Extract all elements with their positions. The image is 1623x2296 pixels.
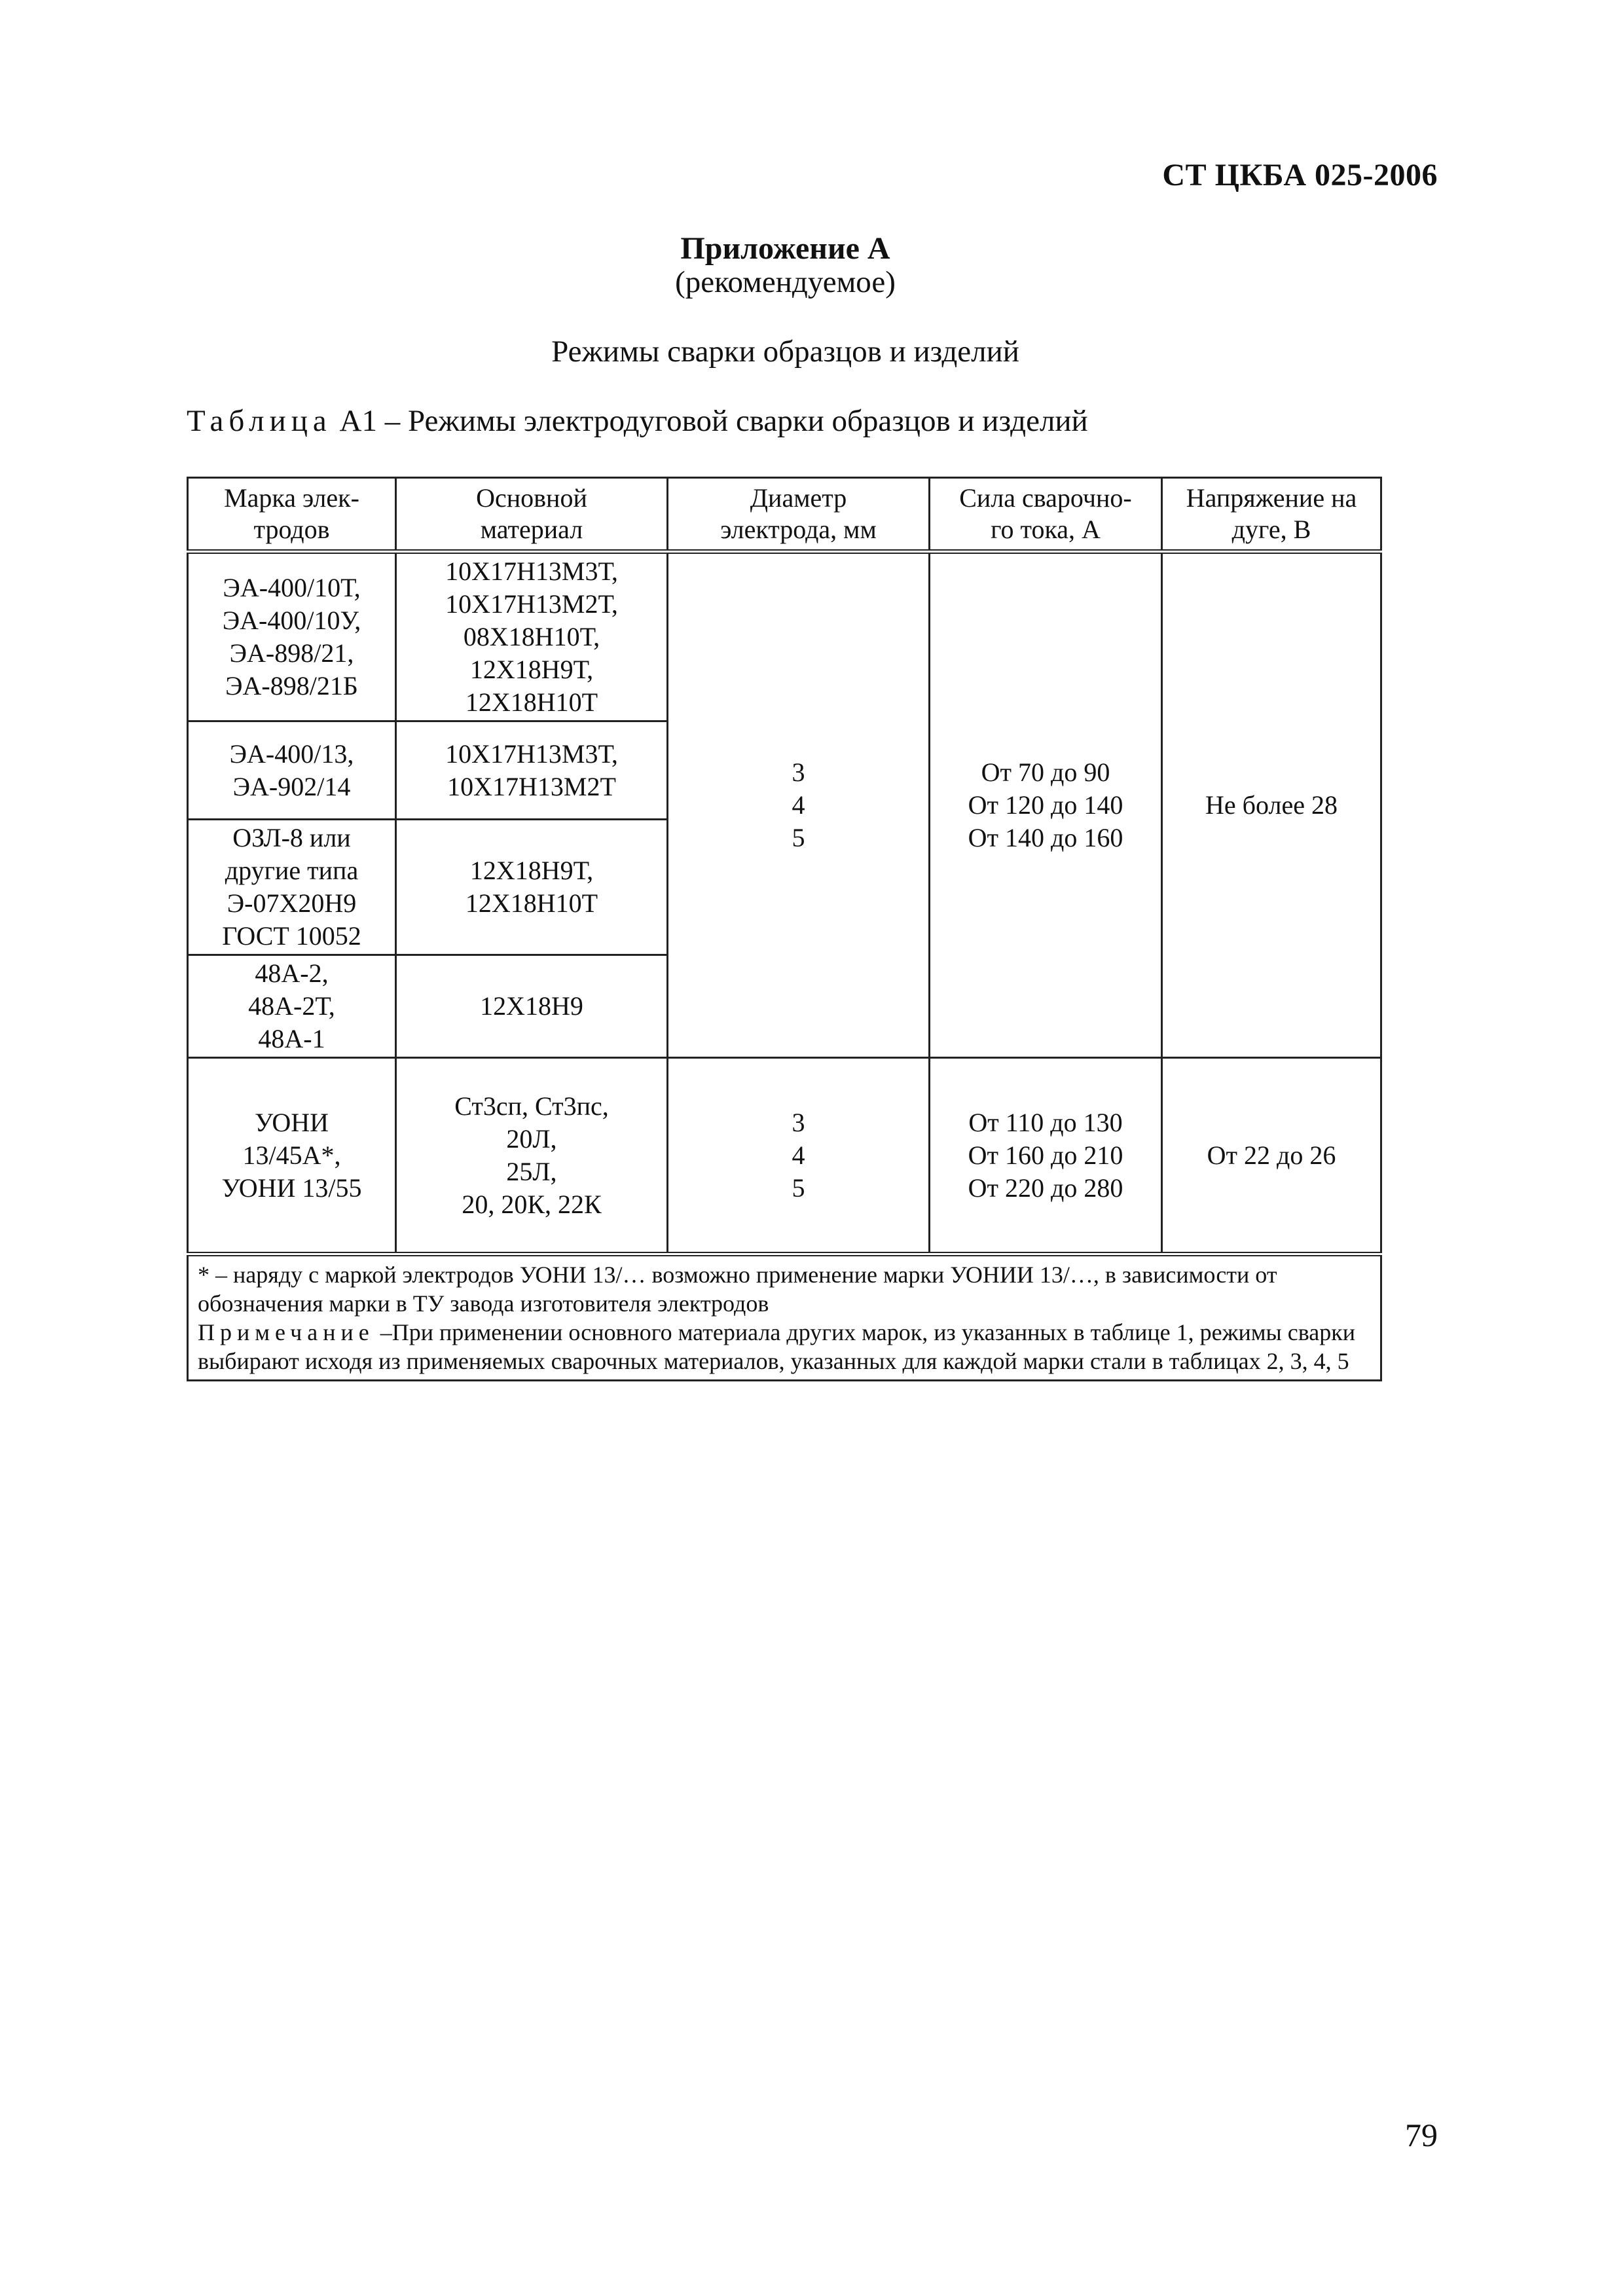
table-note <box>188 1254 1381 1381</box>
section-title: Режимы сварки образцов и изделий <box>551 335 1019 369</box>
brand-cell: ЭА-400/10Т, ЭА-400/10У, ЭА-898/21, ЭА-898/21Б <box>188 552 396 721</box>
diameter-cell: 3 4 5 <box>668 1058 930 1254</box>
appendix-subtitle: (рекомендуемое) <box>675 265 896 299</box>
material-cell: 12Х18Н9Т, 12Х18Н10Т <box>396 820 668 955</box>
table-caption <box>187 403 1088 439</box>
document-code: СТ ЦКБА 025-2006 <box>1162 158 1438 192</box>
current-cell: От 110 до 130 От 160 до 210 От 220 до 280 <box>930 1058 1162 1254</box>
current-cell: От 70 до 90 От 120 до 140 От 140 до 160 <box>930 552 1162 1058</box>
table-row <box>188 552 1381 721</box>
material-cell: 10Х17Н13М3Т, 10Х17Н13М2Т <box>396 721 668 820</box>
material-cell: 12Х18Н9 <box>396 955 668 1058</box>
appendix-title: Приложение А <box>680 231 890 266</box>
brand-cell: ОЗЛ-8 или другие типа Э-07Х20Н9 ГОСТ 10052 <box>188 820 396 955</box>
table-caption-text: А1 – Режимы электродуговой сварки образцов и изделий <box>331 404 1088 438</box>
header-electrode-brand: Марка элек- тродов <box>188 478 396 552</box>
header-electrode-diameter: Диаметр электрода, мм <box>668 478 930 552</box>
table-note-row <box>188 1254 1381 1381</box>
voltage-cell: Не более 28 <box>1162 552 1381 1058</box>
table-header-row <box>188 478 1381 552</box>
footnote-text: * – наряду с маркой электродов УОНИ 13/… возможно применение марки УОНИИ 13/…, в зависимости от обозначения марки в ТУ завода изготовителя электродов <box>198 1262 1277 1317</box>
brand-cell: ЭА-400/13, ЭА-902/14 <box>188 721 396 820</box>
material-cell: 10Х17Н13М3Т, 10Х17Н13М2Т, 08Х18Н10Т, 12Х18Н9Т, 12Х18Н10Т <box>396 552 668 721</box>
diameter-cell: 3 4 5 <box>668 552 930 1058</box>
table-row <box>188 1058 1381 1254</box>
voltage-cell: От 22 до 26 <box>1162 1058 1381 1254</box>
note-label: Примечание <box>198 1319 374 1345</box>
brand-cell: УОНИ 13/45А*, УОНИ 13/55 <box>188 1058 396 1254</box>
brand-cell: 48А-2, 48А-2Т, 48А-1 <box>188 955 396 1058</box>
header-base-material: Основной материал <box>396 478 668 552</box>
header-arc-voltage: Напряжение на дуге, В <box>1162 478 1381 552</box>
page-number: 79 <box>1405 2117 1438 2153</box>
table-caption-label: Таблица <box>187 404 332 438</box>
material-cell: Ст3сп, Ст3пс, 20Л, 25Л, 20, 20К, 22К <box>396 1058 668 1254</box>
welding-modes-table <box>187 477 1382 1381</box>
note-text: Примечание –При применении основного материала других марок, из указанных в таблице 1, режимы сварки выбирают исходя из применяемых сварочных материалов, указанных для каждой марки стали в таблицах 2, 3, 4, 5 <box>198 1319 1355 1374</box>
header-welding-current: Сила сварочно- го тока, А <box>930 478 1162 552</box>
